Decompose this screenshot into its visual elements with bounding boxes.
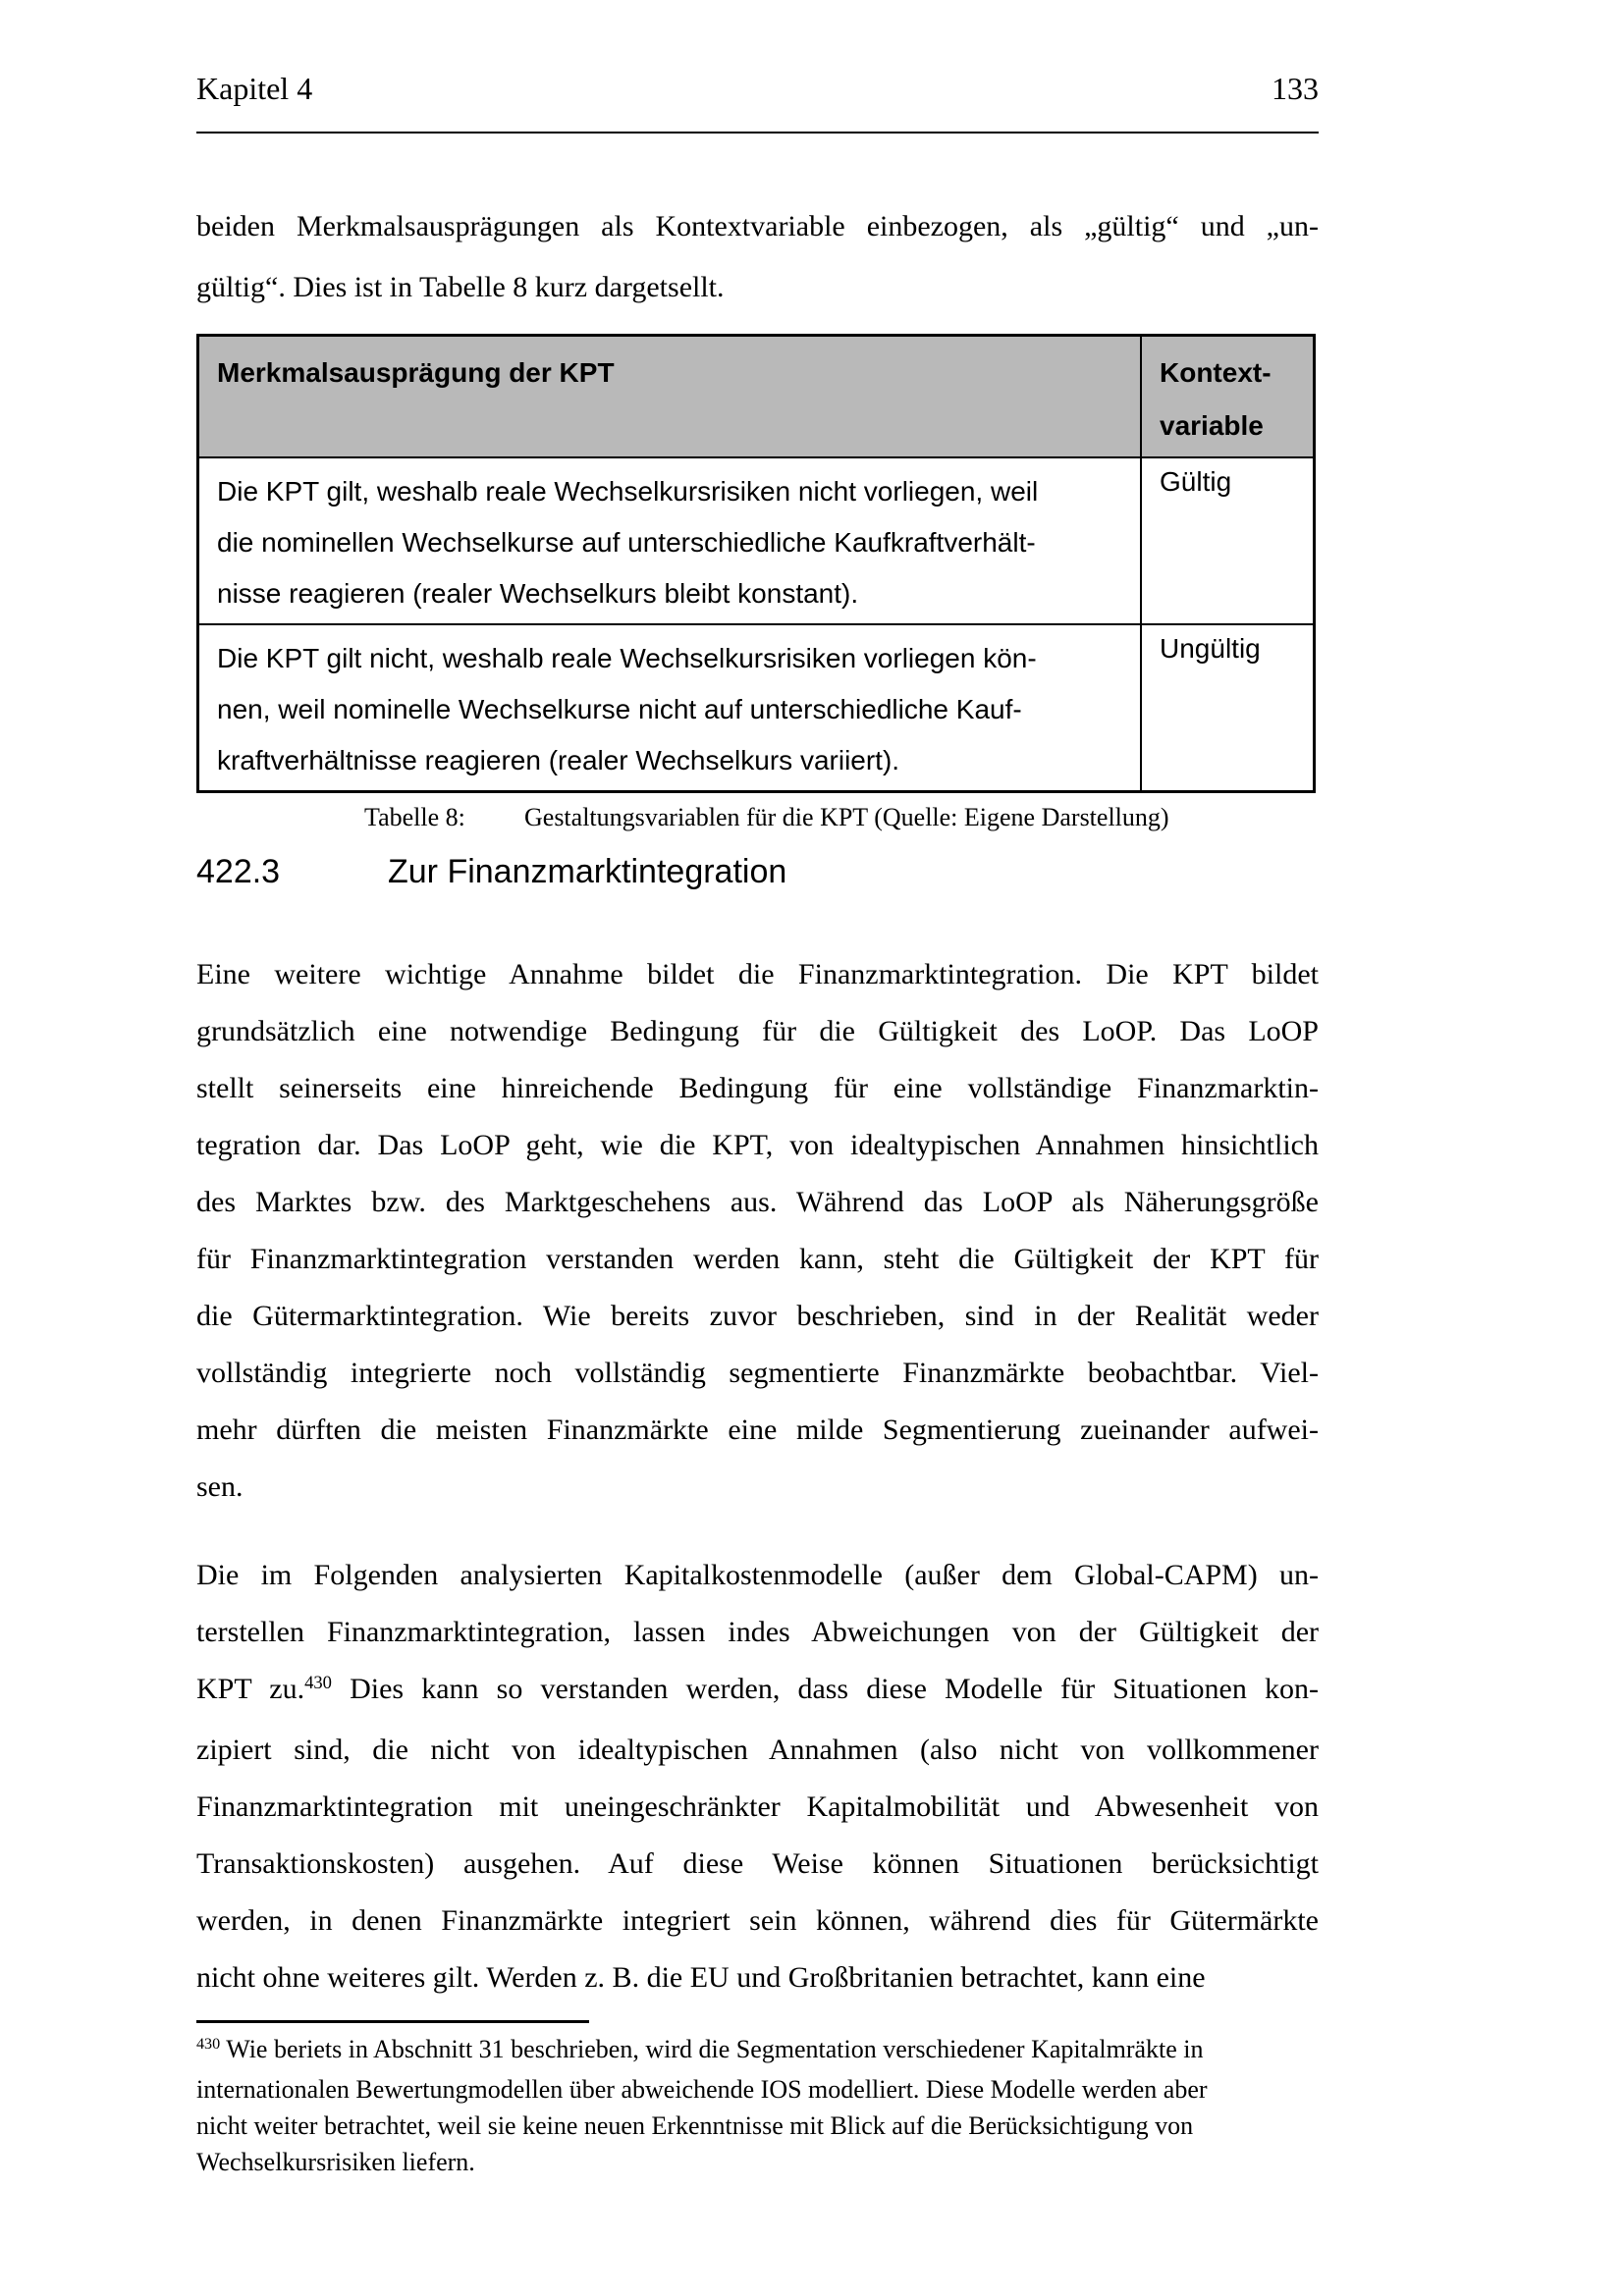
intro-paragraph <box>196 196 1319 318</box>
table-row <box>199 623 1313 790</box>
text-line: gültig“. Dies ist in Tabelle 8 kurz dargetsellt. <box>196 271 725 303</box>
section-heading <box>196 850 1319 893</box>
caption-text: Gestaltungsvariablen für die KPT (Quelle: Eigene Darstellung) <box>524 803 1169 831</box>
text-line: KPT zu.$^{430}$ Dies kann so verstanden werden, dass diese Modelle für Situationen kon- <box>196 1672 1319 1705</box>
running-header <box>196 71 1319 133</box>
table-caption <box>364 801 1319 834</box>
table-row <box>199 456 1313 623</box>
text-line: die Gütermarktintegration. Wie bereits zuvor beschrieben, sind in der Realität weder <box>196 1300 1319 1332</box>
text-line: nisse reagieren (realer Wechselkurs bleibt konstant). <box>217 578 859 609</box>
text-line: Die im Folgenden analysierten Kapitalkostenmodelle (außer dem Global-CAPM) un- <box>196 1559 1319 1591</box>
text-line: $^{430}$ Wie beriets in Abschnitt 31 beschrieben, wird die Segmentation verschiedener Kapitalmräkte in <box>196 2035 1204 2063</box>
page-number: 133 <box>1272 71 1319 106</box>
text-line: grundsätzlich eine notwendige Bedingung für die Gültigkeit des LoOP. Das LoOP <box>196 1015 1319 1047</box>
text-line: Die KPT gilt nicht, weshalb reale Wechselkursrisiken vorliegen kön- <box>217 643 1037 673</box>
text-line: Eine weitere wichtige Annahme bildet die Finanzmarktintegration. Die KPT bildet <box>196 958 1319 990</box>
page-content <box>196 0 1319 2180</box>
text-line: vollständig integrierte noch vollständig segmentierte Finanzmärkte beobachtbar. Viel- <box>196 1357 1319 1389</box>
text-line: Kontext- <box>1160 357 1272 388</box>
table-cell-feature <box>199 458 1142 623</box>
text-line: zipiert sind, die nicht von idealtypischen Annahmen (also nicht von vollkommener <box>196 1734 1319 1766</box>
footnote-reference: 430 <box>304 1672 332 1693</box>
caption-label: Tabelle 8: <box>364 803 465 831</box>
text-line: tegration dar. Das LoOP geht, wie die KPT, von idealtypischen Annahmen hinsichtlich <box>196 1129 1319 1161</box>
text-line: für Finanzmarktintegration verstanden werden kann, steht die Gültigkeit der KPT für <box>196 1243 1319 1275</box>
chapter-label: Kapitel 4 <box>196 71 313 106</box>
text-line: Transaktionskosten) ausgehen. Auf diese Weise können Situationen berücksichtigt <box>196 1847 1319 1880</box>
footnote <box>196 2031 1319 2180</box>
text-line: internationalen Bewertungmodellen über abweichende IOS modelliert. Diese Modelle werden aber <box>196 2075 1208 2104</box>
text-line: beiden Merkmalsausprägungen als Kontextvariable einbezogen, als „gültig“ und „un- <box>196 210 1319 242</box>
text-line: nicht ohne weiteres gilt. Werden z. B. die EU und Großbritanien betrachtet, kann eine <box>196 1961 1206 1994</box>
body-paragraph-2 <box>196 1547 1319 2006</box>
text-line: die nominellen Wechselkurse auf unterschiedliche Kaufkraftverhält- <box>217 527 1036 558</box>
footnote-reference: 430 <box>196 2036 221 2054</box>
text-line: nen, weil nominelle Wechselkurse nicht auf unterschiedliche Kauf- <box>217 694 1022 724</box>
table-cell-feature <box>199 625 1142 790</box>
text-line: des Marktes bzw. des Marktgeschehens aus. Während das LoOP als Näherungsgröße <box>196 1186 1319 1218</box>
body-paragraph-1 <box>196 946 1319 1516</box>
text-line: werden, in denen Finanzmärkte integriert sein können, während dies für Gütermärkte <box>196 1904 1319 1937</box>
footnote-separator <box>196 2020 589 2023</box>
text-line: nicht weiter betrachtet, weil sie keine neuen Erkenntnisse mit Blick auf die Berücksichtigung von <box>196 2111 1194 2140</box>
text-line: kraftverhältnisse reagieren (realer Wechselkurs variiert). <box>217 745 900 775</box>
text-line: stellt seinerseits eine hinreichende Bedingung für eine vollständige Finanzmarktin- <box>196 1072 1319 1104</box>
text-line: sen. <box>196 1470 244 1503</box>
text-line: mehr dürften die meisten Finanzmärkte eine milde Segmentierung zueinander aufwei- <box>196 1414 1319 1446</box>
text-line: Die KPT gilt, weshalb reale Wechselkursrisiken nicht vorliegen, weil <box>217 476 1039 507</box>
table-header-context-cell <box>1142 337 1313 456</box>
text-line: Finanzmarktintegration mit uneingeschränkter Kapitalmobilität und Abwesenheit von <box>196 1790 1319 1823</box>
section-number: 422.3 <box>196 853 281 890</box>
table-header-feature-cell: Merkmalsausprägung der KPT <box>199 337 1142 456</box>
table-header-row <box>199 337 1313 456</box>
text-line: terstellen Finanzmarktintegration, lassen indes Abweichungen von der Gültigkeit der <box>196 1616 1319 1648</box>
section-title: Zur Finanzmarktintegration <box>388 853 787 890</box>
text-line: variable <box>1160 410 1264 441</box>
table-cell-context: Ungültig <box>1160 633 1261 664</box>
table-cell-context: Gültig <box>1160 466 1232 497</box>
kpt-table <box>196 334 1316 793</box>
text-line: Wechselkursrisiken liefern. <box>196 2148 475 2176</box>
